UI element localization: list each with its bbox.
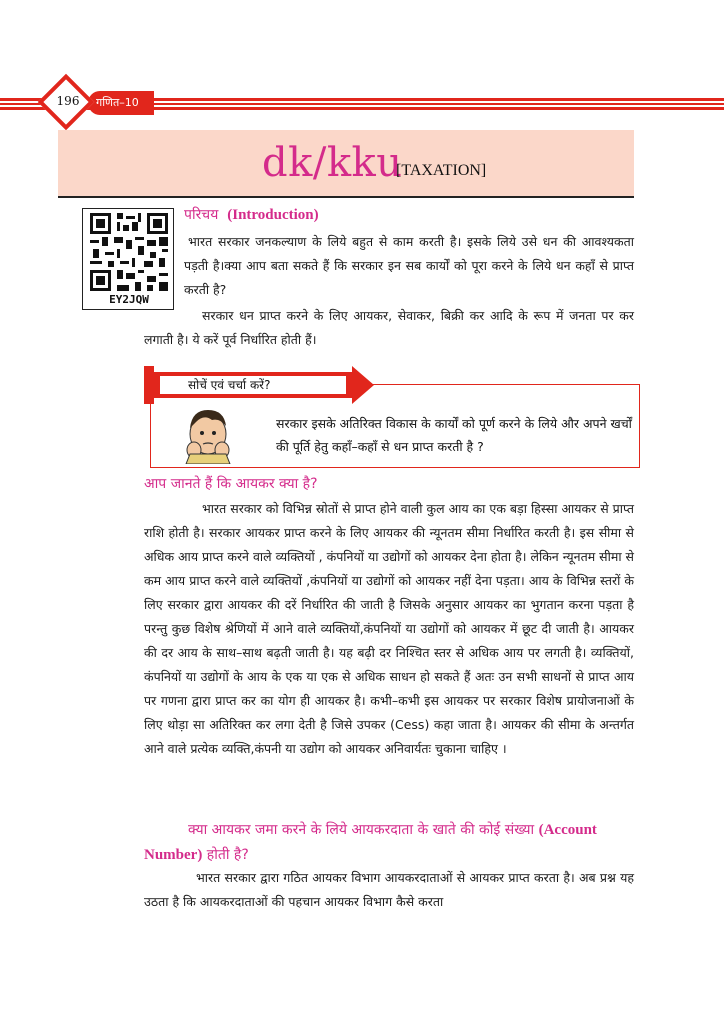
intro-paragraph-1: भारत सरकार जनकल्याण के लिये बहुत से काम करती है। इसके लिये उसे धन की आवश्यकता पड़ती है।क्या आप बता सकते हैं कि सरकार इन सब कार्यों को पूरा करने के लिये धन कहाँ से प्राप्त करती है? <box>184 234 634 297</box>
intro-paragraph-2: सरकार धन प्राप्त करने के लिए आयकर, सेवाकर, बिक्री कर आदि के रूप में जनता पर कर लगाती है। ये करें पूर्व निर्धारित होती हैं। <box>144 308 634 347</box>
book-title: गणित–10 <box>96 96 139 109</box>
intro-heading-hi: परिचय <box>184 207 219 223</box>
think-banner-label: सोचें एवं चर्चा करें? <box>188 378 271 392</box>
qr-code-box[interactable] <box>82 208 174 310</box>
chapter-subtitle: [TAXATION] <box>396 162 487 179</box>
account-heading-hi: क्या आयकर जमा करने के लिये आयकरदाता के खाते की कोई संख्या <box>188 822 535 838</box>
income-tax-paragraph: भारत सरकार को विभिन्न स्रोतों से प्राप्त होने वाली कुल आय का एक बड़ा हिस्सा आयकर से प्राप्त राशि होती है। सरकार आयकर प्राप्त करने के लिए आयकर की न्यूनतम सीमा निर्धारित करती है। इस सीमा से अधिक आय प्राप्त करने वाले व्यक्तियों , कंपनियों या उद्योगों को आयकर देना होता है। लेकिन न्यूनतम सीमा से कम आय प्राप्त करने वाले व्यक्तियों ,कंपनियों या उद्योगों को आयकर नहीं देना पड़ता। आय के विभिन्न स्तरों के लिए सरकार द्वारा आयकर की दरें निर्धारित की जाती है जिसके अनुसार आयकर का भुगतान करना पड़ता है परन्तु कुछ विशेष श्रेणियों में आने वाले व्यक्तियों,कंपनियों या उद्योगों को आयकर में छूट दी जाती है। आयकर की दर आय के साथ–साथ बढ़ती जाती है। यह बढ़ी दर निश्चित स्तर से अधिक आय पर लगती है। व्यक्तियों, कंपनियों या उद्योगों के आय के एक या एक से अधिक साधन हो सकते हैं अतः उन सभी साधनों से प्राप्त आय पर गणना द्वारा प्राप्त कर का योग ही आयकर है। कभी–कभी इस आयकर पर सरकार विशेष प्रायोजनाओं के लिए थोड़ा सा अतिरिक्त कर लगा देती है जिसे उपकर (Cess) कहा जाता है। आयकर की सीमा के अन्तर्गत आने वाले प्रत्येक व्यक्ति,कंपनी या उद्योग को आयकर अनिवार्यतः चुकाना चाहिए । <box>144 501 634 756</box>
account-number-heading <box>144 818 634 868</box>
qr-code-icon <box>90 213 168 291</box>
account-heading-en: (Account Number) <box>144 822 597 863</box>
chapter-title: dk/kku <box>262 140 403 186</box>
banner-arrow-icon <box>352 366 374 404</box>
thinking-person-icon <box>176 400 240 464</box>
intro-heading <box>184 205 319 224</box>
qr-code-label: EY2JQW <box>109 293 149 306</box>
income-tax-heading: आप जानते हैं कि आयकर क्या है? <box>144 476 318 492</box>
account-heading-tail: होती है? <box>206 847 249 863</box>
title-rule <box>58 196 634 198</box>
page-number: 196 <box>56 94 80 108</box>
account-paragraph: भारत सरकार द्वारा गठित आयकर विभाग आयकरदाताओं से आयकर प्राप्त करता है। अब प्रश्न यह उठता है कि आयकरदाताओं की पहचान आयकर विभाग कैसे करता <box>144 870 634 909</box>
intro-heading-en: (Introduction) <box>227 207 319 223</box>
think-question: सरकार इसके अतिरिक्त विकास के कार्यों को पूर्ण करने के लिये और अपने खर्चों की पूर्ति हेतु कहाँ–कहाँ से धन प्राप्त करती है ? <box>276 416 632 454</box>
